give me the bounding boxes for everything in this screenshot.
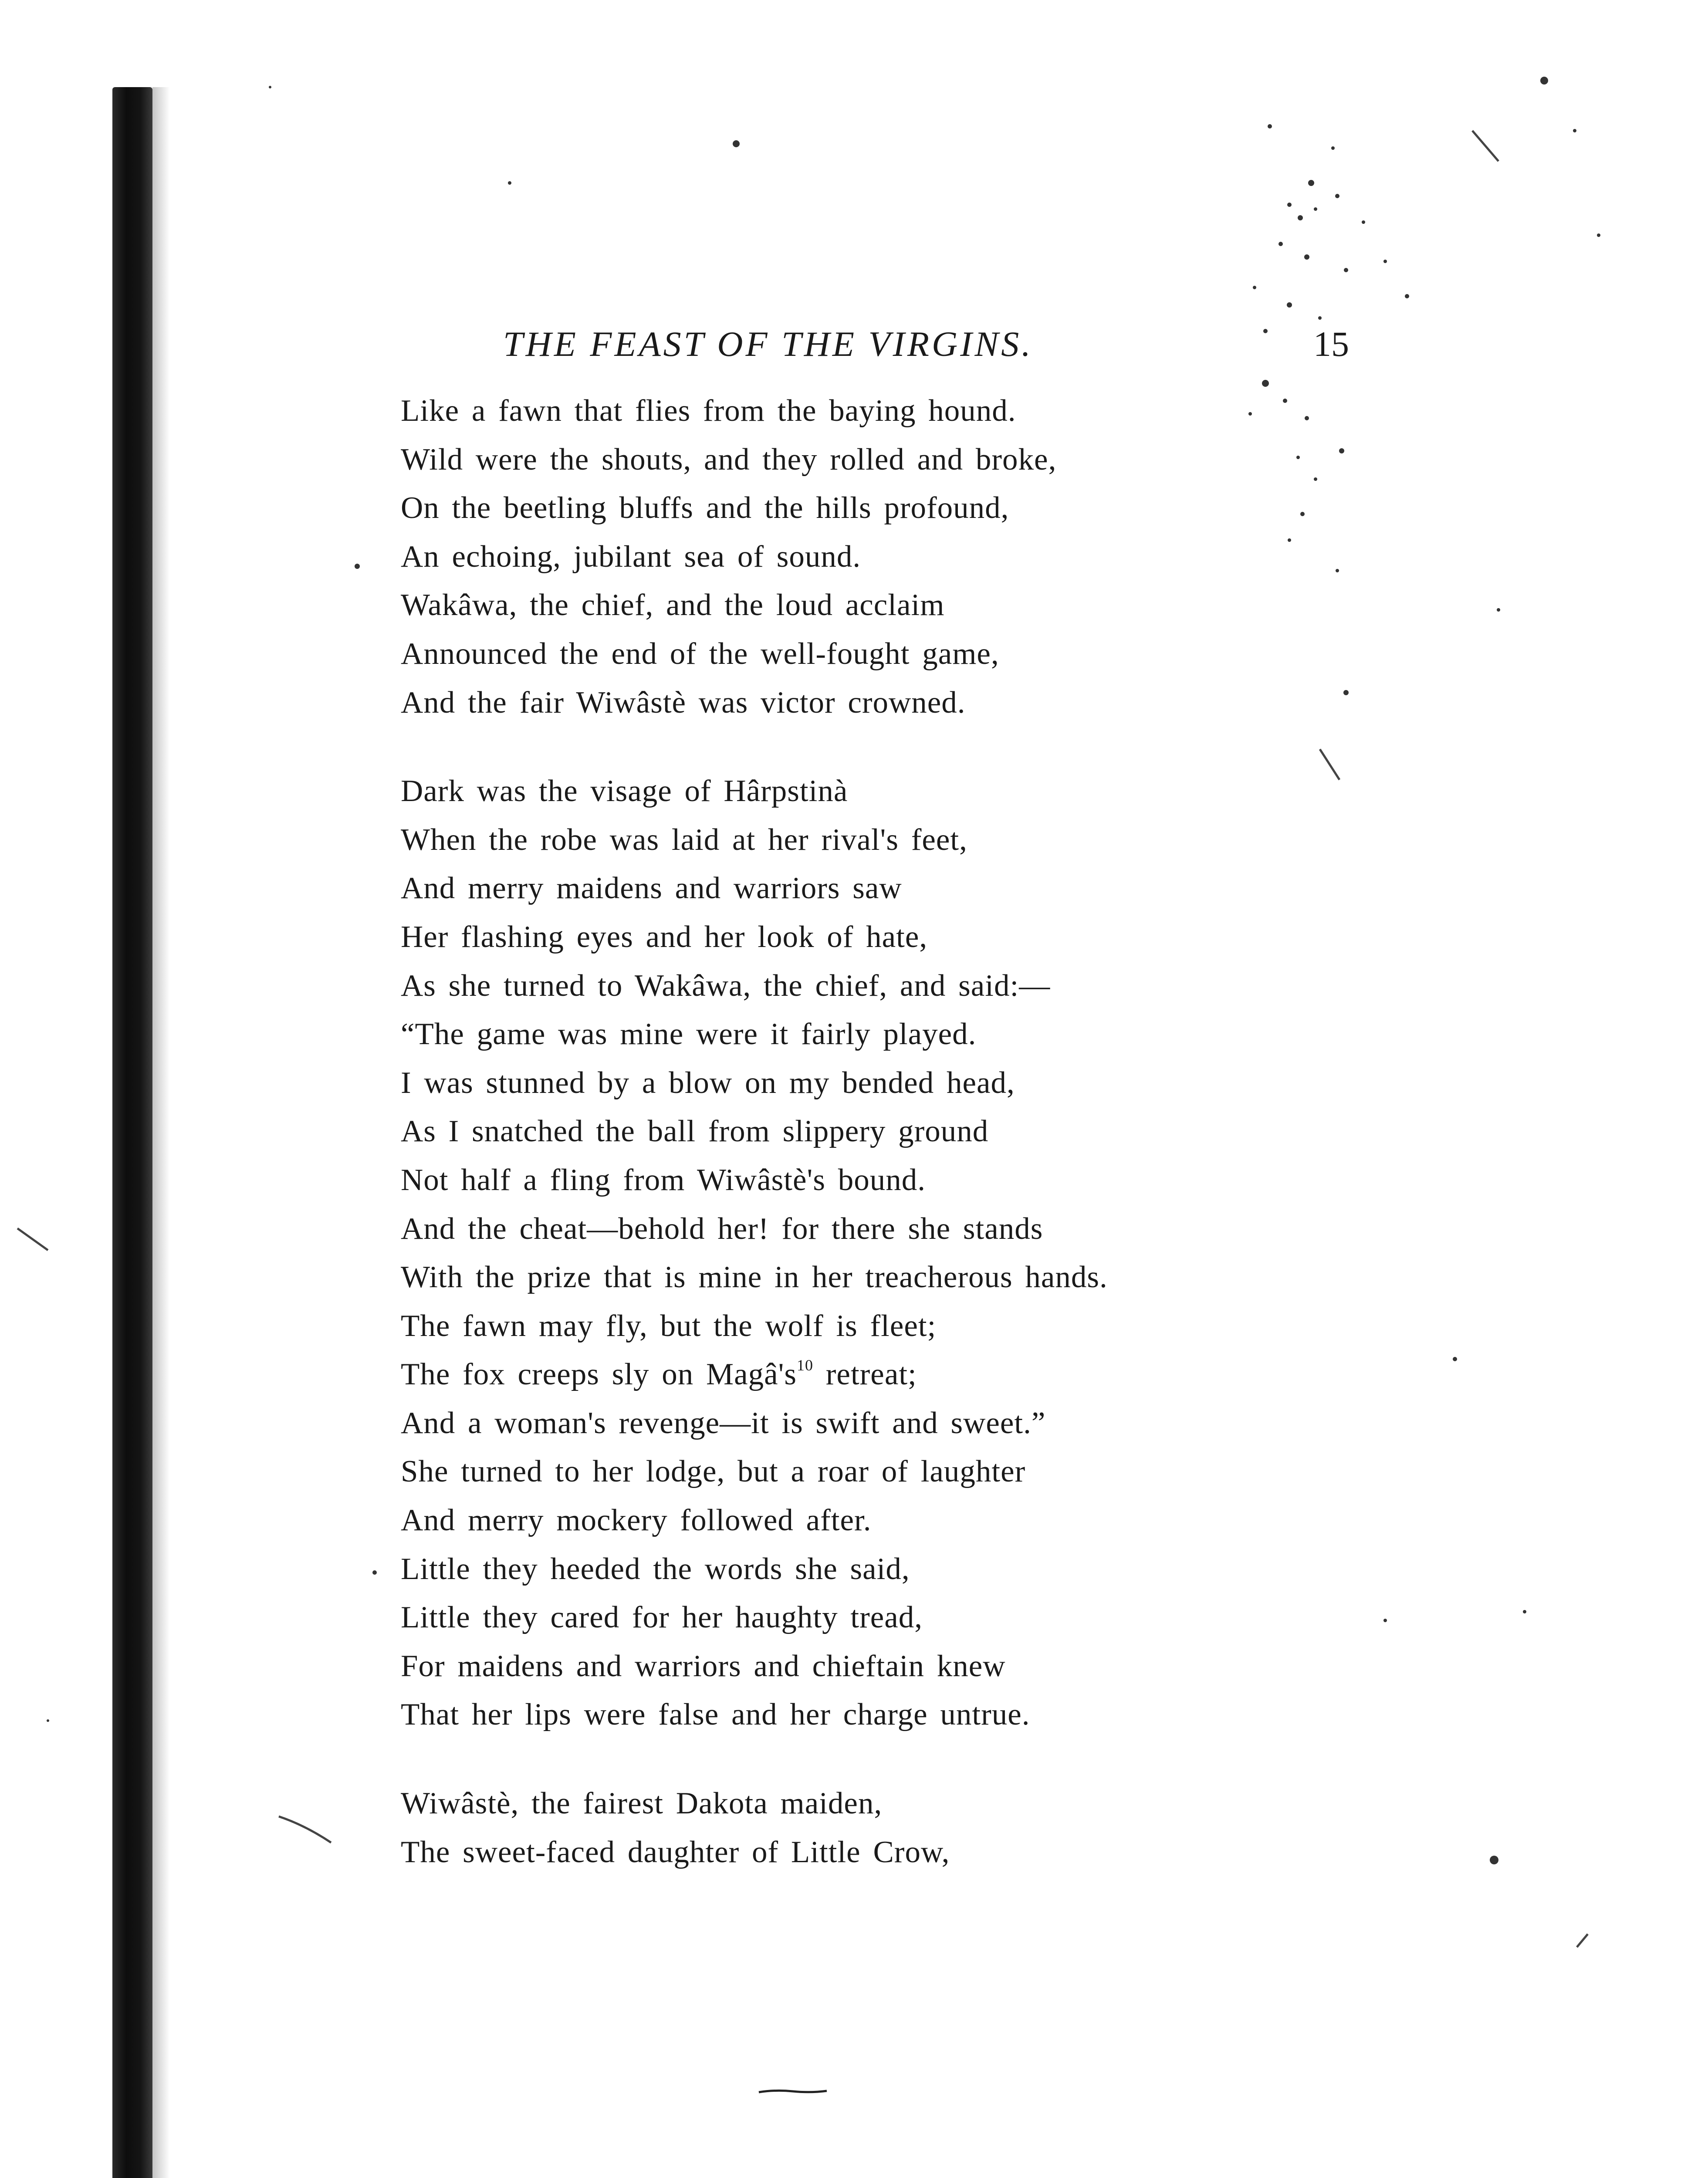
poem-line: As I snatched the ball from slippery ground [401, 1114, 989, 1149]
poem-line: The sweet-faced daughter of Little Crow, [401, 1835, 950, 1869]
page-header [0, 314, 1708, 375]
poem-line: And merry mockery followed after. [401, 1503, 872, 1538]
poem-body [401, 387, 1307, 1877]
poem-line: And a woman's revenge—it is swift and sweet.” [401, 1406, 1046, 1440]
stanza-3 [401, 1779, 1307, 1877]
ornament-dash [758, 2089, 828, 2094]
stanza-2 [401, 767, 1307, 1739]
running-title: THE FEAST OF THE VIRGINS. [503, 324, 1033, 364]
poem-line: When the robe was laid at her rival's feet, [401, 822, 967, 857]
poem-line: Little they heeded the words she said, [401, 1552, 910, 1586]
poem-line: She turned to her lodge, but a roar of laughter [401, 1454, 1026, 1489]
poem-line: That her lips were false and her charge untrue. [401, 1698, 1030, 1732]
page-number: 15 [1313, 324, 1349, 364]
poem-line: I was stunned by a blow on my bended head, [401, 1065, 1015, 1100]
poem-line: Dark was the visage of Hârpstinà [401, 774, 848, 808]
line-text: retreat; [813, 1357, 917, 1392]
poem-line: Not half a fling from Wiwâstè's bound. [401, 1163, 926, 1197]
poem-line: And the fair Wiwâstè was victor crowned. [401, 685, 966, 720]
poem-line: For maidens and warriors and chieftain knew [401, 1649, 1006, 1683]
poem-line: On the beetling bluffs and the hills profound, [401, 491, 1009, 525]
stanza-1 [401, 387, 1307, 727]
book-binding-edge [112, 87, 152, 2178]
poem-line: Announced the end of the well-fought game, [401, 636, 999, 671]
poem-line: Her flashing eyes and her look of hate, [401, 920, 928, 954]
poem-line: Wild were the shouts, and they rolled and broke, [401, 442, 1057, 477]
poem-line: Little they cared for her haughty tread, [401, 1600, 923, 1635]
binding-shadow [152, 87, 170, 2178]
footnote-marker: 10 [797, 1356, 814, 1374]
poem-line: And merry maidens and warriors saw [401, 871, 902, 906]
poem-line: Wakâwa, the chief, and the loud acclaim [401, 588, 945, 622]
poem-line: Wiwâstè, the fairest Dakota maiden, [401, 1786, 883, 1821]
poem-line: An echoing, jubilant sea of sound. [401, 539, 861, 574]
poem-line: “The game was mine were it fairly played. [401, 1017, 977, 1052]
line-text: The fox creeps sly on Magâ's [401, 1357, 797, 1392]
poem-line: Like a fawn that flies from the baying hound. [401, 394, 1016, 428]
poem-line-with-note [401, 1350, 1307, 1399]
poem-line: And the cheat—behold her! for there she stands [401, 1211, 1043, 1246]
poem-line: As she turned to Wakâwa, the chief, and said:— [401, 968, 1051, 1003]
poem-line: With the prize that is mine in her treacherous hands. [401, 1260, 1108, 1295]
poem-line: The fawn may fly, but the wolf is fleet; [401, 1309, 937, 1343]
